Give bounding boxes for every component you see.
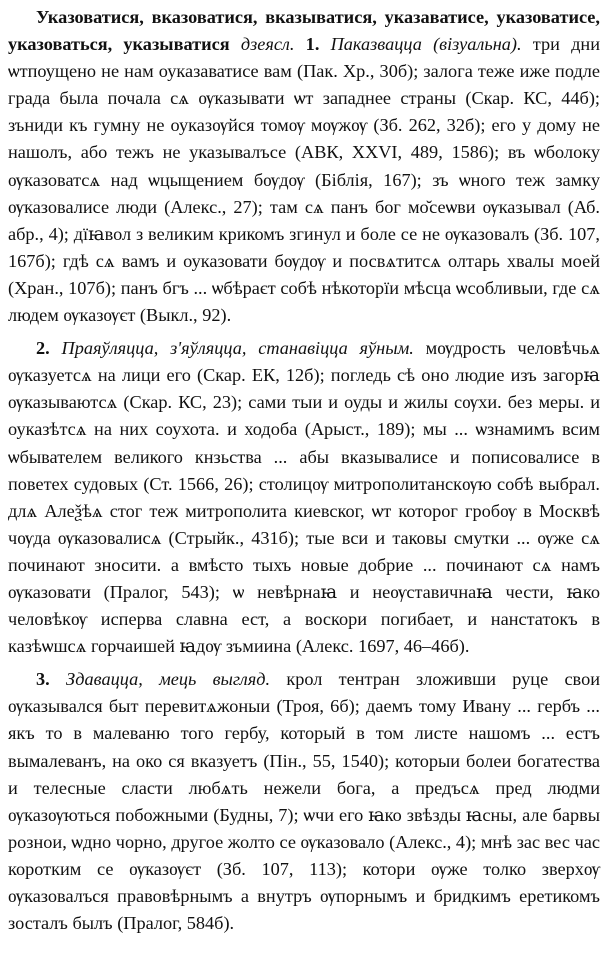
sense-examples: три дни ѡтпоущено не нам оуказаватисе вам (Пак. Хр., 30б); залога теже иже подле града была почала сѧ ѹказывати ѡт западнее страны (Скар. КС, 44б); зъниди къ гумну не оуказѹйся томѹ мѹжѹ (Зб. 262, 32б); его у дому не нашолъ, або тежъ не указывалъсе (АВК, XXVI, 489, 1586); въ ѡболоку ѹказоватсѧ над ѡцыщением бѹдѹ (Біблія, 167); зъ ѡного теж замку ѹказовалисе люди (Алекс., 27); там сѧ панъ бог мо̆сеѡви ѹказывал (Аб. абр., 4); дїꙗвол з великим крикомъ згинул и боле се не ѹказовалъ (Зб. 107, 167б); гдѣ сѧ вамъ и оуказовати бѹдѹ и посвѧтитсѧ олтарь хвалы моей (Хран., 107б); панъ бгъ ... ѡбѣраєт собѣ нѣкоторїи мѣсца ѡсобливыи, где сѧ людем ѹказѹєт (Выкл., 92). <box>8 34 600 326</box>
sense-number: 2. <box>36 338 50 359</box>
dictionary-entry-sense-2 <box>8 335 600 660</box>
sense-number: 1. <box>305 34 320 55</box>
grammar-label: дзеясл. <box>240 34 295 55</box>
dictionary-entry-sense-3 <box>8 666 600 937</box>
sense-gloss: Паказвацца (візуальна). <box>330 34 522 55</box>
sense-number: 3. <box>36 669 50 690</box>
sense-examples: крол тентран зложивши руце свои ѹказывался быт перевитѧжоныи (Троя, 6б); даемъ тому Ивану ... гербъ ... якъ то в малеваню того гербу, который в том листе нашомъ ... естъ вымалеванъ, на око ся вказуетъ (Пін., 55, 1540); которыи болеи богатества и телесные сласти любѧть нежели бога, а предъсѧ пред людми ѹказѹються побожными (Будны, 7); ѡчи его ꙗко звѣзды ꙗсны, але барвы рознои, ѡдно чорно, другое жолто се ѹказовало (Алекс., 4); мнѣ зас вес час коротким се ѹказѹєт (Зб. 107, 113); котори ѹже толко зверхѹ ѹказовалъся правовѣрнымъ а внутръ ѹпорнымъ и бридкимъ еретикомъ зосталъ былъ (Пралог, 584б). <box>8 669 600 934</box>
sense-gloss: Здавацца, мець выгляд. <box>65 669 271 690</box>
dictionary-entry-sense-1 <box>8 4 600 329</box>
sense-examples: мѹдрость человѣчьѧ ѹказуетсѧ на лици его (Скар. ЕК, 12б); погледь сѣ оно людие изъ загорꙗ ѹказываютсѧ (Скар. КС, 23); сами тыи и оуды и жилы сѹхи. без меры. и оуказѣтсѧ на них соухота. и ходоба (Арыст., 189); мы ... ѡзнамимъ всим ѡбывателем великого кнзьства ... абы вказывалисе и пописовалисе в поветех судовых (Ст. 1566, 26); столицѹ митрополитанскѹю собѣ выбрал. длѧ Алеѯѣѧ стог теж митрополита киевског, ѡт которог гробѹ в Москвѣ чѹда ѹказовалисѧ (Стрыйк., 431б); тые вси и таковы смутки ... ѹже сѧ починают зносити. а вмѣсто тыхъ новые добрие ... починают сѧ намъ ѹказовати (Пралог, 543); ѡ невѣрнаꙗ и неѹставичнаꙗ чести, ꙗко человѣкѹ исперва славна ест, а воскори погибает, и нанстатокъ в казѣѡшсѧ горчаишей ꙗдѹ зъмиина (Алекс. 1697, 46–46б). <box>8 338 601 657</box>
headword: Указоватися, вказоватися, вказыватися, указаватисе, указоватисе, указоваться, указыватися <box>8 7 600 55</box>
sense-gloss: Праяўляцца, з'яўляцца, станавіцца яўным. <box>61 338 414 359</box>
